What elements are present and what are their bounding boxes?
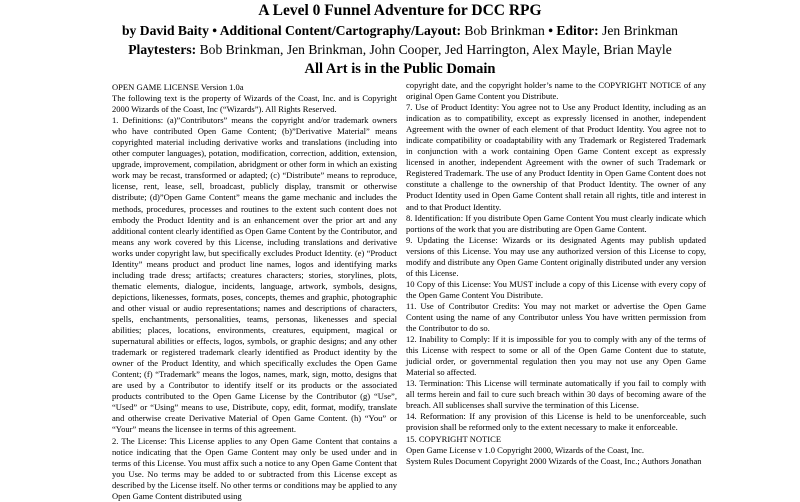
page-header — [0, 0, 800, 79]
license-paragraph: 15. COPYRIGHT NOTICE — [406, 433, 502, 444]
license-paragraph: 1. Definitions: (a)”Contributors” means the copyright and/or trademark owners who have contributed Open Game Content; (b)”Derivative Material” means copyrighted material including derivative works and translations (including into other computer languages), potation, modification, correction, addition, extension, upgrade, improvement, compilation, abridgment or other form in which an existing work may be recast, transformed or adapted; (c) “Distribute” means to reproduce, license, rent, lease, sell, broadcast, publicly display, transmit or otherwise distribute; (d)”Open Game Content” means the game mechanic and includes the methods, procedures, processes and routines to the extent such content does not embody the Product Identity and is an enhancement over the prior art and any additional content clearly identified as Open Game Content by the Contributor, and means any work covered by this License, including translations and derivative works under copyright law, but specifically excludes Product Identity. (e) “Product Identity” means product and product line names, logos and identifying marks including trade dress; artifacts; creatures characters; stories, storylines, plots, thematic elements, dialogue, incidents, language, artwork, symbols, designs, depictions, likenesses, formats, poses, concepts, themes and graphic, photographic and other visual or audio representations; names and descriptions of characters, spells, enchantments, personalities, teams, personas, likenesses and special abilities; places, locations, environments, creatures, equipment, magical or supernatural abilities or effects, logos, symbols, or graphic designs; and any other trademark or registered trademark clearly identified as Product identity by the owner of the Product Identity, and which specifically excludes the Open Game Content; (f) “Trademark” means the logos, names, mark, sign, motto, designs that are used by a Contributor to identify itself or its products or the associated products contributed to the Open Game License by the Contributor (g) “Use”, “Used” or “Using” means to use, Distribute, copy, edit, format, modify, translate and otherwise create Derivative Material of Open Game Content. (h) “You” or “Your” means the licensee in terms of this agreement. — [112, 115, 397, 435]
license-title: OPEN GAME LICENSE Version 1.0a — [112, 82, 244, 92]
license-paragraph: copyright date, and the copyright holder’s name to the COPYRIGHT NOTICE of any original Open Game Content you Distribute. — [406, 80, 706, 102]
license-right-column — [406, 80, 706, 467]
layout-credit-name: Bob Brinkman — [464, 23, 545, 38]
license-paragraph: 12. Inability to Comply: If it is impossible for you to comply with any of the terms of this License with respect to some or all of the Open Game Content due to statute, judicial order, or governmental regulation then you may not use any Open Game Material so affected. — [406, 334, 706, 378]
license-paragraph: 11. Use of Contributor Credits: You may not market or advertise the Open Game Content using the name of any Contributor unless You have written permission from the Contributor to do so. — [406, 300, 706, 334]
playtesters-label: Playtesters: — [128, 42, 197, 57]
license-paragraph: Open Game License v 1.0 Copyright 2000, Wizards of the Coast, Inc. — [406, 444, 645, 455]
playtesters-names: Bob Brinkman, Jen Brinkman, John Cooper, Jed Harrington, Alex Mayle, Brian Mayle — [199, 42, 672, 57]
license-paragraph: 10 Copy of this License: You MUST include a copy of this License with every copy of the Open Game Content You Distribute. — [406, 278, 706, 300]
license-paragraph: 9. Updating the License: Wizards or its designated Agents may publish updated versions of this License. You may use any authorized version of this License to copy, modify and distribute any Open Game Content originally distributed under any version of this License. — [406, 234, 706, 278]
credit-label-1: by — [122, 23, 140, 38]
credit-label-2: • Additional Content/Cartography/Layout: — [208, 23, 465, 38]
author-name: David Baity — [139, 23, 209, 38]
art-notice: All Art is in the Public Domain — [304, 61, 496, 77]
license-paragraph: System Rules Document Copyright 2000 Wizards of the Coast, Inc.; Authors Jonathan — [406, 455, 702, 466]
license-paragraph: 2. The License: This License applies to any Open Game Content that contains a notice indicating that the Open Game Content may only be used under and in terms of this License. You must affix such a notice to any Open Game Content that you Use. No terms may be added to or subtracted from this License except as described by the License itself. No other terms or conditions may be applied to any Open Game Content distributed using — [112, 435, 397, 501]
playtesters-line — [0, 40, 800, 59]
credit-label-3: • Editor: — [544, 23, 603, 38]
credits-line — [0, 21, 800, 40]
adventure-subtitle: A Level 0 Funnel Adventure for DCC RPG — [258, 2, 542, 19]
editor-name: Jen Brinkman — [602, 23, 678, 38]
license-paragraph: 14. Reformation: If any provision of this License is held to be unenforceable, such provision shall be reformed only to the extent necessary to make it enforceable. — [406, 411, 706, 433]
license-paragraph: 8. Identification: If you distribute Open Game Content You must clearly indicate which portions of the work that you are distributing are Open Game Content. — [406, 212, 706, 234]
license-paragraph: 13. Termination: This License will terminate automatically if you fail to comply with all terms herein and fail to cure such breach within 30 days of becoming aware of the breach. All sublicenses shall survive the termination of this License. — [406, 378, 706, 411]
license-paragraph: The following text is the property of Wizards of the Coast, Inc. and is Copyright 2000 Wizards of the Coast, Inc (“Wizards”). All Rights Reserved. — [112, 93, 397, 115]
license-paragraph: 7. Use of Product Identity: You agree not to Use any Product Identity, including as an indication as to compatibility, except as expressly licensed in another, independent Agreement with the owner of each element of that Product Identity. You agree not to indicate compatibility or coadaptability with any Trademark or Registered Trademark in conjunction with a work containing Open Game Content except as expressly licensed in another, independent Agreement with the owner of such Trademark or Registered Trademark. The use of any Product Identity in Open Game Content does not constitute a challenge to the ownership of that Product Identity. The owner of any Product Identity used in Open Game Content shall retain all rights, title and interest in and to that Product Identity. — [406, 102, 706, 212]
license-left-column — [112, 82, 397, 502]
